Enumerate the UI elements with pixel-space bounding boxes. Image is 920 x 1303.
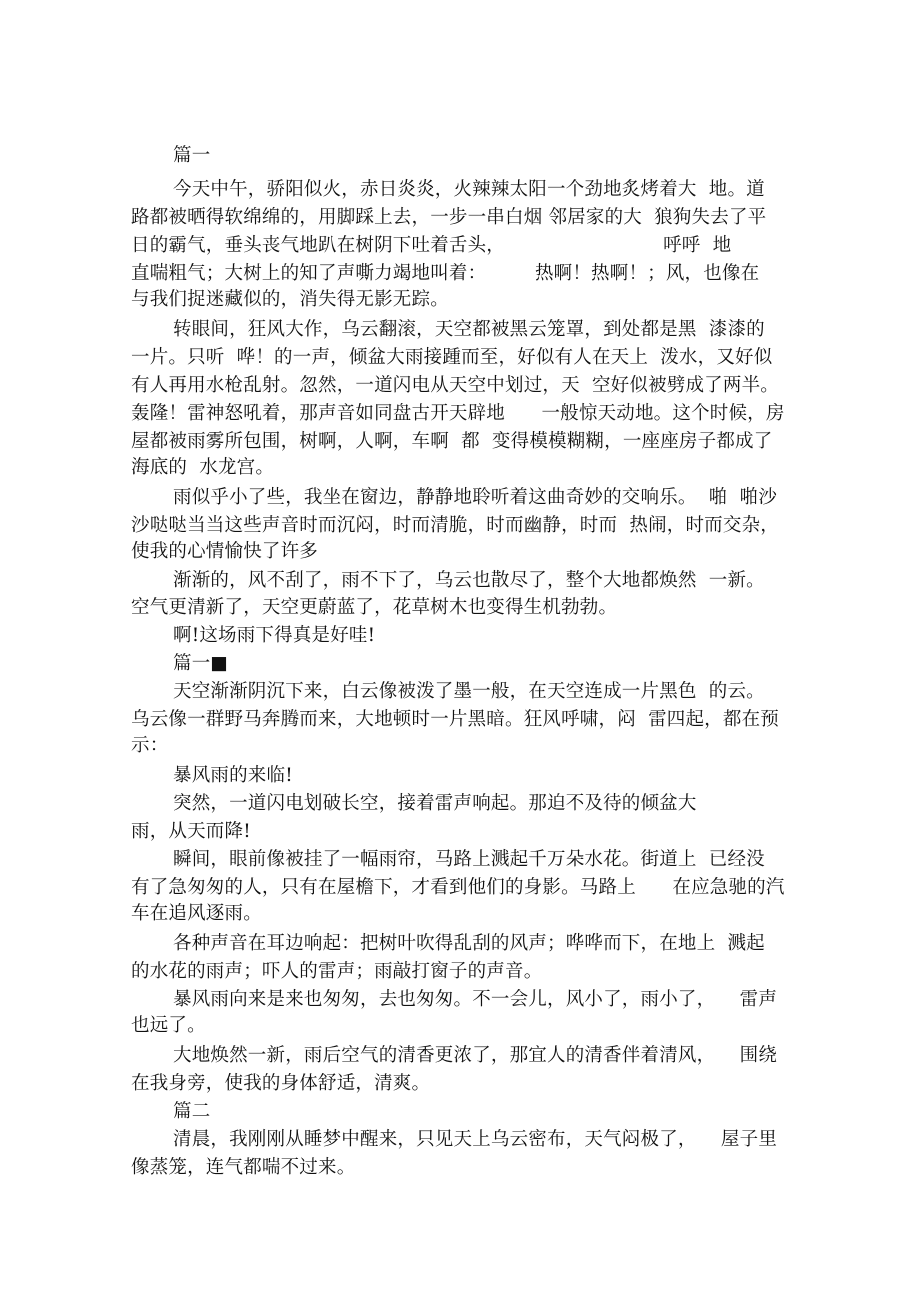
paragraph-line: 空气更清新了，天空更蔚蓝了，花草树木也变得生机勃勃。 [131,597,618,618]
paragraph-line: 瞬间，眼前像被挂了一幅雨帘，马路上溅起千万朵水花。街道上 已经没 [173,849,765,870]
paragraph-line: 今天中午，骄阳似火，赤日炎炎，火辣辣太阳一个劲地炙烤着大 地。道 [173,179,765,200]
paragraph-line: 日的霸气，垂头丧气地趴在树阴下吐着舌头， 呼呼 地 [131,235,732,256]
paragraph-line: 啊!这场雨下得真是好哇! [173,625,376,646]
paragraph-line: 清晨，我刚刚从睡梦中醒来，只见天上乌云密布，天气闷极了， 屋子里 [173,1129,778,1150]
paragraph-line: 轰隆！雷神怒吼着，那声音如同盘古开天辟地 一般惊天动地。这个时候，房 [131,403,785,424]
paragraph-line: 车在追风逐雨。 [131,903,262,924]
paragraph-line: 在我身旁，使我的身体舒适，清爽。 [131,1073,431,1094]
paragraph-line: 也远了。 [131,1015,206,1036]
paragraph-line: 有人再用水枪乱射。忽然，一道闪电从天空中划过，天 空好似被劈成了两半。 [131,375,779,396]
paragraph-line: 渐渐的，风不刮了，雨不下了，乌云也散尽了，整个大地都焕然 一新。 [173,570,765,591]
paragraph-line: 海底的 水龙宫。 [131,457,275,478]
heading-pian-er: 篇二 [173,1101,211,1122]
paragraph-line: 雨似乎小了些，我坐在窗边，静静地聆听着这曲奇妙的交响乐。 啪 啪沙 [173,487,778,508]
paragraph-line: 突然，一道闪电划破长空，接着雷声响起。那迫不及待的倾盆大 [173,793,697,814]
paragraph-line: 屋都被雨雾所包围，树啊，人啊，车啊 都 变得模模糊糊，一座座房子都成了 [131,431,773,452]
paragraph-line: 有了急匆匆的人，只有在屋檐下，才看到他们的身影。马路上 在应急驰的汽 [131,877,785,898]
paragraph-line: 路都被晒得软绵绵的，用脚踩上去，一步一串白烟 邻居家的大 狼狗失去了平 [131,207,767,228]
paragraph-line: 示： [131,735,169,756]
paragraph-line: 暴风雨的来临! [173,765,293,786]
paragraph-line: 大地焕然一新，雨后空气的清香更浓了，那宜人的清香伴着清风， 围绕 [173,1045,778,1066]
heading-pian-yi-second: 篇一■ [173,653,229,674]
paragraph-line: 沙哒哒当当这些声音时而沉闷，时而清脆，时而幽静，时而 热闹，时而交杂， [131,515,779,536]
paragraph-line: 的水花的雨声；吓人的雷声；雨敲打窗子的声音。 [131,961,543,982]
paragraph-line: 乌云像一群野马奔腾而来，大地顿时一片黑暗。狂风呼啸，闷 雷四起，都在预 [131,709,779,730]
paragraph-line: 天空渐渐阴沉下来，白云像被泼了墨一般，在天空连成一片黑色 的云。 [173,681,765,702]
paragraph-line: 各种声音在耳边响起：把树叶吹得乱刮的风声；哗哗而下，在地上 溅起 [173,933,765,954]
heading-pian-yi: 篇一 [173,145,211,166]
paragraph-line: 使我的心情愉快了许多 [131,541,319,562]
paragraph-line: 转眼间，狂风大作，乌云翻滚，天空都被黑云笼罩，到处都是黑 漆漆的 [173,319,765,340]
paragraph-line: 雨，从天而降! [131,821,251,842]
paragraph-line: 一片。只听 哗！的一声，倾盆大雨接踵而至，好似有人在天上 泼水，又好似 [131,347,773,368]
paragraph-line: 直喘粗气；大树上的知了声嘶力竭地叫着： 热啊！热啊！；风，也像在 [131,263,760,284]
paragraph-line: 与我们捉迷藏似的，消失得无影无踪。 [131,289,449,310]
paragraph-line: 像蒸笼，连气都喘不过来。 [131,1157,356,1178]
paragraph-line: 暴风雨向来是来也匆匆，去也匆匆。不一会儿，风小了，雨小了， 雷声 [173,989,778,1010]
